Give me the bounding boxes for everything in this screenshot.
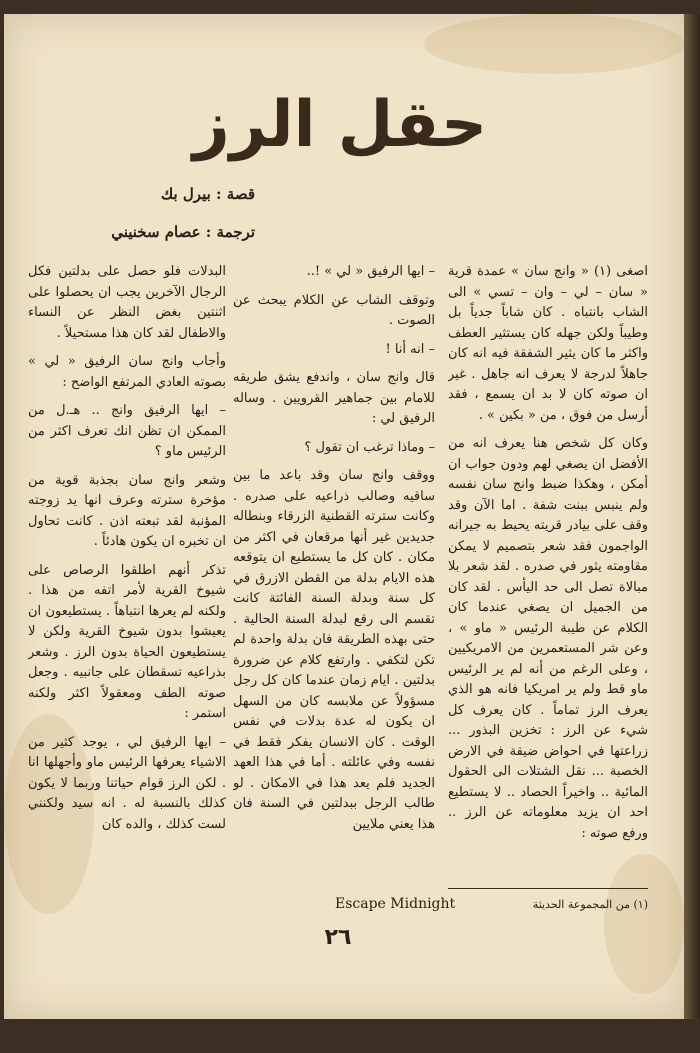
text-column-left xyxy=(28,262,226,912)
paragraph: – انه أنا ! xyxy=(385,341,435,357)
paragraph: ووقف وانج سان وقد باعد ما بين ساقيه وصالب ذراعيه على صدره . وكانت سترته القطنية الزرقاء وبنطاله جديدين غير أنها مرقعان في اكثر من مكان . كان كل ما يستطيع ان يتوقعه هذه الايام بدلة من القطن الازرق في كل سنة وبدلة السنة الفائتة كانت تقسم الى رقع لبدلة السنة الحالية . حتى بهذه الطريقة فان بدلة واحدة لم تكن لتكفي . وارتفع كلام عن ضرورة بدلتين . ايام زمان عندما كان كل رجل مسؤولاً عن ملابسه كان من السهل ان يكون له عدة بدلات في نفس الوقت . كان الانسان يفكر فقط في نفسه وفي عائلته . أما في هذا العهد الجديد فلم يعد هذا في الامكان . لو طالب الرجل ببدلتين في السنة فان هذا يعني ملايين xyxy=(233,468,435,832)
paragraph: البدلات فلو حصل على بدلتين فكل الرجال الآخرين يجب ان يحصلوا على اثنتين بغض النظر عن النساء والاطفال لقد كان هذا مستحيلاً . xyxy=(28,264,226,341)
paragraph: وأجاب وانج سان الرفيق « لي » بصوته العادي المرتفع الواضح : xyxy=(28,354,226,390)
paragraph: قال وانج سان ، واندفع يشق طريقه للامام بين جماهير القرويين . وساله الرفيق لي : xyxy=(233,370,435,426)
footnote-divider xyxy=(448,888,648,889)
article-title: حقل الرز xyxy=(192,88,488,162)
translator: ترجمة : عصام سخنيني xyxy=(111,223,255,241)
footnote: (١) من المجموعة الحديثة xyxy=(532,898,648,911)
text-column-right xyxy=(448,262,648,912)
story-author: قصة : بيرل بك xyxy=(160,185,255,203)
page-number: ٢٦ xyxy=(324,925,352,950)
paragraph: – وماذا ترغب ان تقول ؟ xyxy=(304,439,435,455)
source-title: Escape Midnight xyxy=(335,896,456,912)
paragraph: – ايها الرفيق « لي » !.. xyxy=(306,264,435,279)
paragraph: وشعر وانج سان بجذبة قوية من مؤخرة سترته وعرف انها يد زوجته المؤنبة لقد تبعته اذن . كانت تحاول ان تخبره ان يكون هادئاً . xyxy=(28,472,226,549)
paragraph: – ايها الرفيق لي ، يوجد كثير من الاشياء يعرفها الرئيس ماو وأجهلها انا . لكن الرز قوام حياتنا وربما لا يكون كذلك بالنسبة له . انه سيد ولكنني لست كذلك ، والده كان xyxy=(28,734,226,832)
paragraph: وكان كل شخص هنا يعرف انه من الأفضل ان يصغي لهم ودون جواب ان أمكن ، وهكذا ضبط وانج سان نفسه ولم ينبس ببنت شفة . اما الآن وقد وقف على بيادر قريته يحيط به جيرانه الواجمون فقد شعر بتصميم لا يمكن مقاومته يثور في صدره . لقد شعر بلا مبالاة تصل الى حد اليأس . لقد كان من الجميل ان يصغي عندما كان الكلام عن طيبة الرئيس « ماو » ، وعن شر المستعمرين من الامريكيين ، وعلى الرغم من أنه لم ير الرئيس ماو قط ولم ير امريكيا فانه هو الذي يعرف الرز تماماً . كان يعرف كل شيء عن الرز : تخزين البذور ... زراعتها في احواض ضيقة في الارض الخصبة ... نقل الشتلات الى الحقول المائية .. واخيراً الحصاد .. لا يستطيع احد ان يزيد معلوماته عن الرز .. ورفع صوته : xyxy=(448,436,648,841)
paragraph: تذكر أنهم اطلقوا الرصاص على شيوخ القرية لأمر اتفه من هذا . ولكنه لم يعرها انتباهاً . يستطيعون ان يعيشوا بدون شيوخ القرية ولكن لا يستطيعون الحياة بدون الرز . وشعر بذراعيه تسقطان على جانبيه . وجعل صوته الطف ومعقولاً اكثر ولكنه استمر : xyxy=(28,562,226,721)
paragraph: – ايها الرفيق وانج .. هـ.ل من الممكن ان تظن انك تعرف اكثر من الرئيس ماو ؟ xyxy=(28,403,226,459)
paragraph: اصغى (١) « وانج سان » عمدة قرية « سان – لي – وان – تسي » الى الشاب بانتباه . كان شاباً جدياً بل وطيباً ولكن جهله كان يستثير العطف واكثر ما كان يثير الشفقة فيه انه كان جاهلاً لدرجة لا يعرف انه جاهل . غير ان صوته كان لا بد ان يسمع ، فقد أرسل من فوق ، من « بكين » . xyxy=(448,264,648,423)
text-column-middle xyxy=(233,262,435,912)
paper-stain xyxy=(424,14,684,74)
paragraph: وتوقف الشاب عن الكلام يبحث عن الصوت . xyxy=(233,292,435,328)
page-edge xyxy=(684,14,700,1019)
